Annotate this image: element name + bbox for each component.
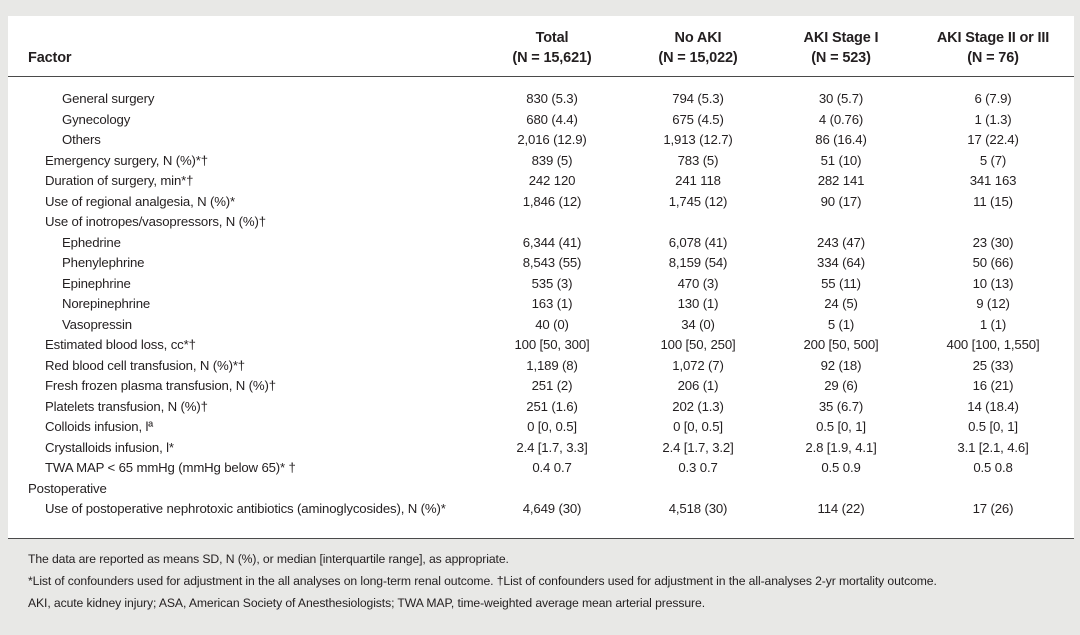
no-aki-value: 130 (1) [677, 296, 719, 311]
aki-stage-2-3-value: 50 (66) [972, 255, 1014, 270]
total-value: 163 (1) [531, 296, 573, 311]
no-aki-header-title: No AKI [674, 30, 722, 46]
no-aki-value: 794 (5.3) [672, 91, 724, 106]
no-aki-value: 0.3 0.7 [678, 460, 718, 475]
table-footnotes [28, 548, 1068, 614]
factor-cell: TWA MAP < 65 mmHg (mmHg below 65)* † [45, 460, 296, 475]
table-body [8, 77, 1074, 520]
no-aki-value: 1,913 (12.7) [663, 132, 733, 147]
factor-cell: Phenylephrine [62, 255, 145, 270]
table-row [8, 458, 1074, 479]
total-header-title: Total [535, 30, 569, 46]
total-value: 839 (5) [531, 152, 573, 168]
aki-stage-1-value: 114 (22) [817, 501, 865, 516]
factor-cell: Ephedrine [62, 234, 121, 250]
no-aki-value: 241 118 [675, 173, 721, 188]
aki-stage-2-3-value: 0.5 [0, 1] [968, 419, 1018, 434]
aki-stage-2-3-value [912, 479, 1074, 500]
footnote-confounders: *List of confounders used for adjustment in the all analyses on long-term renal outcome. †List of confounders used for adjustment in the all-analyses 2-yr mortality outcome. [28, 574, 937, 588]
total-value: 1,189 (8) [526, 357, 578, 373]
factor-cell: Vasopressin [62, 316, 132, 332]
aki-stage-1-value: 55 (11) [821, 275, 861, 291]
aki-stage-2-3-value: 23 (30) [972, 234, 1014, 250]
data-table [8, 28, 1074, 520]
aki-stage-1-value: 92 (18) [820, 357, 862, 373]
aki-stage-1-value: 243 (47) [817, 234, 865, 250]
aki-stage-2-3-value: 11 (15) [973, 193, 1013, 209]
factor-cell: Postoperative [28, 480, 107, 496]
no-aki-value: 0 [0, 0.5] [673, 419, 723, 434]
table-row [8, 212, 1074, 233]
no-aki-value: 8,159 (54) [668, 255, 728, 270]
aki-stage-1-header [770, 28, 912, 77]
factor-cell: General surgery [62, 91, 155, 106]
aki-stage-1-value [770, 479, 912, 500]
total-header [478, 28, 626, 77]
footnote-data-format: The data are reported as means SD, N (%), or median [interquartile range], as appropriate. [28, 552, 509, 566]
aki-stage-2-3-header-n: (N = 76) [967, 50, 1019, 66]
aki-stage-2-3-value: 5 (7) [979, 152, 1007, 168]
aki-stage-2-3-value: 10 (13) [972, 275, 1014, 291]
total-value [478, 479, 626, 500]
table-row [8, 233, 1074, 254]
table-row [8, 192, 1074, 213]
table-row [8, 130, 1074, 151]
aki-stage-2-3-value: 341 163 [969, 173, 1017, 188]
no-aki-value: 206 (1) [677, 378, 719, 393]
total-value: 8,543 (55) [522, 255, 582, 270]
table-row [8, 356, 1074, 377]
no-aki-value [626, 212, 770, 233]
no-aki-value: 2.4 [1.7, 3.2] [662, 439, 734, 455]
table-row [8, 376, 1074, 397]
total-value: 242 120 [528, 173, 576, 188]
factor-cell: Epinephrine [62, 275, 131, 291]
total-value: 251 (2) [531, 378, 573, 393]
table-row [8, 274, 1074, 295]
factor-cell: Emergency surgery, N (%)*† [45, 152, 208, 168]
aki-stage-1-value: 30 (5.7) [818, 91, 864, 106]
no-aki-header [626, 28, 770, 77]
aki-stage-2-3-value: 9 (12) [976, 296, 1010, 311]
aki-stage-2-3-value: 16 (21) [972, 378, 1014, 393]
aki-stage-1-value: 2.8 [1.9, 4.1] [805, 439, 877, 455]
no-aki-value: 1,745 (12) [668, 193, 728, 209]
aki-stage-1-value: 334 (64) [817, 255, 865, 270]
table-row [8, 479, 1074, 500]
aki-stage-1-value: 90 (17) [820, 193, 862, 209]
table-row [8, 397, 1074, 418]
factor-cell: Use of inotropes/vasopressors, N (%)† [45, 214, 266, 229]
no-aki-value: 470 (3) [677, 275, 719, 291]
total-value: 2,016 (12.9) [517, 132, 587, 147]
factor-cell: Others [62, 132, 101, 147]
aki-stage-1-value: 200 [50, 500] [803, 337, 879, 352]
total-value: 100 [50, 300] [514, 337, 590, 352]
total-value: 0.4 0.7 [532, 460, 572, 475]
table-row [8, 253, 1074, 274]
no-aki-value: 100 [50, 250] [660, 337, 736, 352]
total-value: 0 [0, 0.5] [527, 419, 577, 434]
aki-stage-1-value [770, 212, 912, 233]
no-aki-value: 34 (0) [681, 316, 715, 332]
aki-stage-1-header-title: AKI Stage I [803, 30, 879, 46]
factor-cell: Norepinephrine [62, 296, 151, 311]
table-row [8, 417, 1074, 438]
table-row [8, 315, 1074, 336]
aki-stage-1-value: 0.5 0.9 [821, 460, 861, 475]
factor-cell: Platelets transfusion, N (%)† [45, 398, 208, 414]
factor-cell: Crystalloids infusion, l* [45, 439, 174, 455]
aki-stage-2-3-header [912, 28, 1074, 77]
header-row [8, 28, 1074, 77]
table-row [8, 335, 1074, 356]
aki-stage-2-3-value: 17 (26) [972, 501, 1014, 516]
aki-stage-2-3-value [912, 212, 1074, 233]
factor-cell: Colloids infusion, lª [45, 419, 154, 434]
aki-stage-1-value: 0.5 [0, 1] [816, 419, 866, 434]
table-row [8, 151, 1074, 172]
no-aki-value: 4,518 (30) [668, 501, 728, 516]
factor-header: Factor [28, 50, 72, 66]
aki-stage-1-value: 5 (1) [827, 316, 855, 332]
aki-stage-1-value: 4 (0.76) [818, 111, 864, 127]
aki-stage-2-3-value: 14 (18.4) [967, 398, 1019, 414]
aki-stage-2-3-value: 25 (33) [972, 357, 1014, 373]
aki-stage-2-3-header-title: AKI Stage II or III [936, 30, 1050, 46]
factor-cell: Use of postoperative nephrotoxic antibiotics (aminoglycosides), N (%)* [45, 501, 446, 516]
total-value: 6,344 (41) [522, 234, 582, 250]
no-aki-value: 783 (5) [677, 152, 719, 168]
aki-stage-2-3-value: 17 (22.4) [967, 132, 1019, 147]
aki-stage-2-3-value: 6 (7.9) [974, 91, 1012, 106]
total-value: 535 (3) [531, 275, 573, 291]
total-value: 40 (0) [535, 316, 569, 332]
factor-cell: Estimated blood loss, cc*† [45, 337, 196, 352]
total-header-n: (N = 15,621) [512, 50, 592, 66]
aki-stage-1-value: 35 (6.7) [818, 398, 864, 414]
total-value: 680 (4.4) [526, 111, 578, 127]
total-value [478, 212, 626, 233]
factor-cell: Fresh frozen plasma transfusion, N (%)† [45, 378, 276, 393]
table-row [8, 110, 1074, 131]
table-row [8, 77, 1074, 110]
aki-stage-1-value: 29 (6) [824, 378, 858, 393]
table-row [8, 294, 1074, 315]
total-value: 830 (5.3) [526, 91, 578, 106]
total-value: 2.4 [1.7, 3.3] [516, 439, 588, 455]
factor-cell: Duration of surgery, min*† [45, 173, 194, 188]
total-value: 1,846 (12) [522, 193, 582, 209]
no-aki-value: 202 (1.3) [672, 398, 724, 414]
no-aki-value [626, 479, 770, 500]
factor-cell: Gynecology [62, 111, 131, 127]
aki-stage-2-3-value: 1 (1) [979, 316, 1007, 332]
aki-stage-2-3-value: 0.5 0.8 [973, 460, 1013, 475]
aki-stage-2-3-value: 400 [100, 1,550] [946, 337, 1040, 352]
aki-stage-1-value: 86 (16.4) [815, 132, 867, 147]
factor-cell: Use of regional analgesia, N (%)* [45, 193, 236, 209]
aki-stage-1-header-n: (N = 523) [811, 50, 871, 66]
aki-stage-1-value: 51 (10) [820, 152, 862, 168]
no-aki-value: 1,072 (7) [672, 357, 724, 373]
table-row [8, 499, 1074, 520]
table-row [8, 171, 1074, 192]
factor-cell: Red blood cell transfusion, N (%)*† [45, 357, 245, 373]
aki-stage-1-value: 24 (5) [824, 296, 858, 311]
no-aki-value: 6,078 (41) [668, 234, 728, 250]
no-aki-value: 675 (4.5) [672, 111, 724, 127]
table-row [8, 438, 1074, 459]
no-aki-header-n: (N = 15,022) [658, 50, 738, 66]
total-value: 4,649 (30) [522, 501, 582, 516]
aki-stage-2-3-value: 3.1 [2.1, 4.6] [957, 439, 1029, 455]
footnote-abbreviations: AKI, acute kidney injury; ASA, American Society of Anesthesiologists; TWA MAP, time-weighted average mean arterial pressure. [28, 596, 705, 610]
aki-stage-2-3-value: 1 (1.3) [974, 111, 1012, 127]
total-value: 251 (1.6) [526, 398, 578, 414]
aki-stage-1-value: 282 141 [817, 173, 865, 188]
table-panel [8, 16, 1074, 539]
